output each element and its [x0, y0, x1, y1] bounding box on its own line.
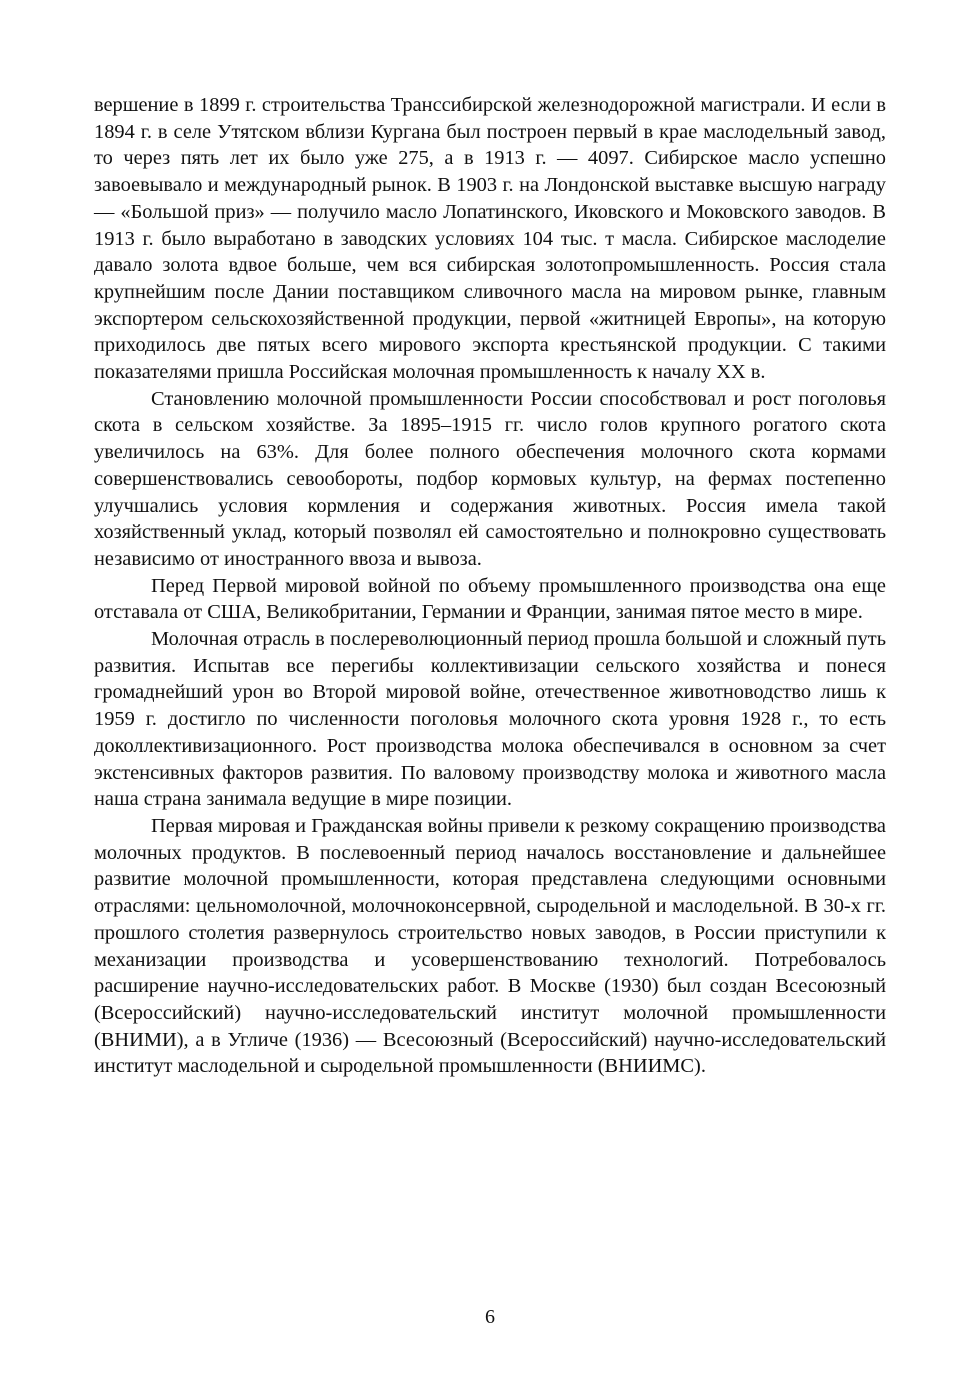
paragraph-4: Молочная отрасль в послереволюционный период прошла большой и сложный путь развития. Испытав все перегибы коллективизации сельского хозяйства и понеся громаднейший урон во Второй мировой войне, отечественное животноводство лишь к 1959 г. достигло по численности поголовья молочного скота уровня 1928 г., то есть доколлективизационного. Рост производства молока обеспечивался в основном за счет экстенсивных факторов развития. По валовому производству молока и животного масла наша страна занимала ведущие в мире позиции.	[94, 628, 886, 811]
page-body	[94, 92, 886, 1080]
paragraph-5: Первая мировая и Гражданская войны привели к резкому сокращению производства молочных продуктов. В послевоенный период началось восстановление и дальнейшее развитие молочной промышленности, которая представлена следующими основными отраслями: цельномолочной, молочноконсервной, сыродельной и маслодельной. В 30-х гг. прошлого столетия развернулось строительство новых заводов, в России приступили к механизации производства и усовершенствованию технологий. Потребовалось расширение научно-исследовательских работ. В Москве (1930) был создан Всесоюзный (Всероссийский) научно-исследовательский институт молочной промышленности (ВНИМИ), а в Угличе (1936) — Всесоюзный (Всероссийский) научно-исследовательский институт маслодельной и сыродельной промышленности (ВНИИМС).	[94, 814, 886, 1078]
paragraph-1: вершение в 1899 г. строительства Транссибирской железнодорожной магистрали. И если в 1894 г. в селе Утятском вблизи Кургана был построен первый в крае маслодельный завод, то через пять лет их было уже 275, а в 1913 г. — 4097. Сибирское масло успешно завоевывало и международный рынок. В 1903 г. на Лондонской выставке высшую награду — «Большой приз» — получило масло Лопатинского, Иковского и Моковского заводов. В 1913 г. было выработано в заводских условиях 104 тыс. т масла. Сибирское маслоделие давало золота вдвое больше, чем вся сибирская золотопромышленность. Россия стала крупнейшим после Дании поставщиком сливочного масла на мировом рынке, главным экспортером сельскохозяйственной продукции, первой «житницей Европы», на которую приходилось две пятых всего мирового экспорта крестьянской продукции. С такими показателями пришла Российская молочная промышленность к началу XX в.	[94, 94, 886, 384]
paragraph-2: Становлению молочной промышленности России способствовал и рост поголовья скота в сельском хозяйстве. За 1895–1915 гг. число голов крупного рогатого скота увеличилось на 63%. Для более полного обеспечения молочного скота кормами совершенствовались севообороты, подбор кормовых культур, на фермах постепенно улучшались условия кормления и содержания животных. Россия имела такой хозяйственный уклад, который позволял ей самостоятельно и полнокровно существовать независимо от иностранного ввоза и вывоза.	[94, 387, 886, 570]
page-number: 6	[485, 1306, 495, 1328]
paragraph-3: Перед Первой мировой войной по объему промышленного производства она еще отставала от США, Великобритании, Германии и Франции, занимая пятое место в мире.	[94, 574, 886, 624]
